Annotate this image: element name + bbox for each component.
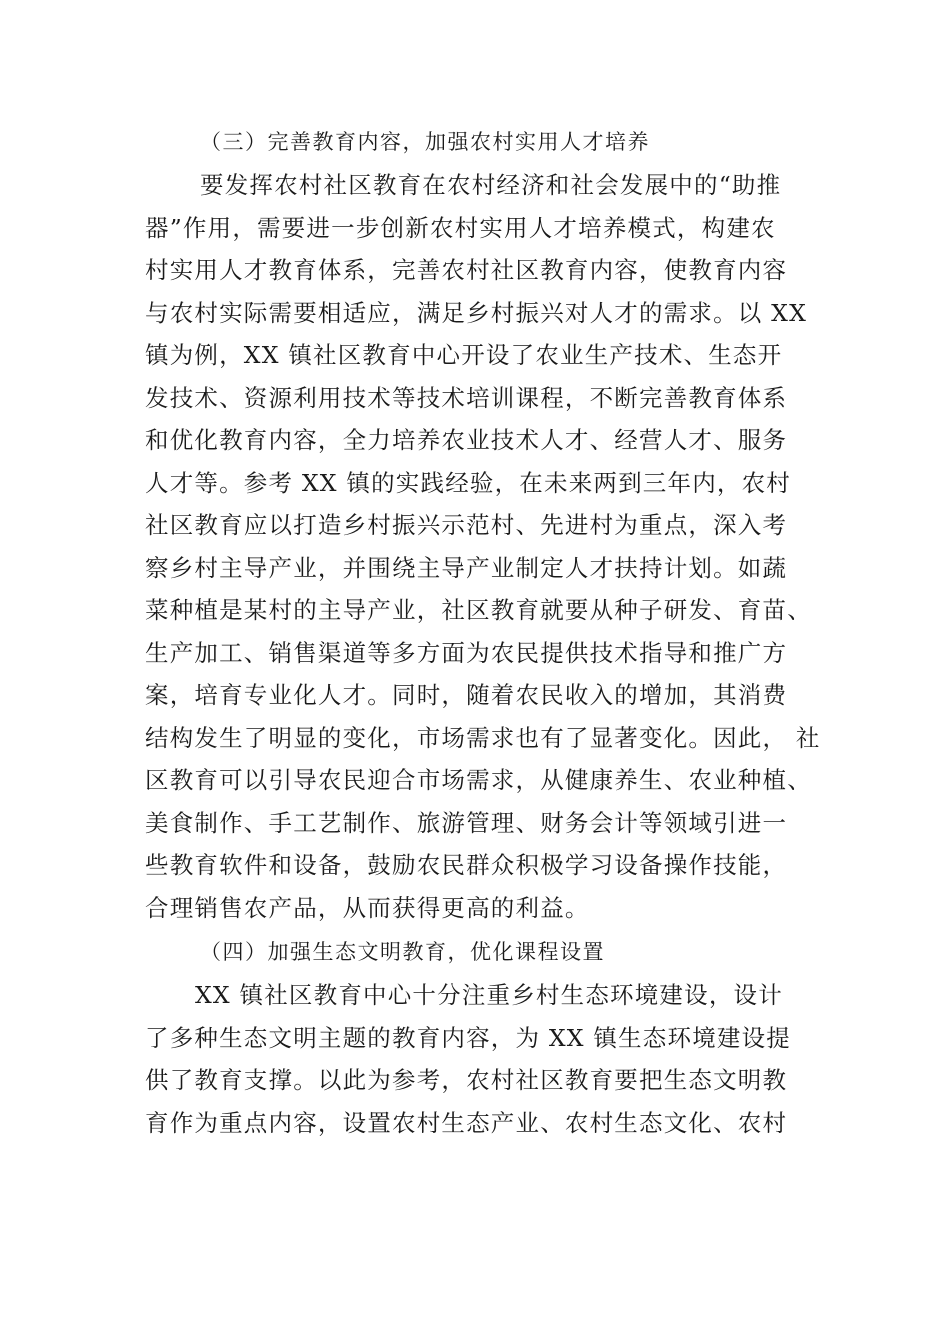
- paragraph-line: 结构发生了明显的变化，市场需求也有了显著变化。因此， 社: [145, 724, 821, 752]
- paragraph-line: 村实用人才教育体系，完善农村社区教育内容，使教育内容: [145, 256, 788, 284]
- paragraph-line: 器”作用，需要进一步创新农村实用人才培养模式，构建农: [145, 214, 776, 242]
- paragraph-line: 案，培育专业化人才。同时，随着农民收入的增加，其消费: [145, 681, 788, 709]
- paragraph-line: 美食制作、手工艺制作、旅游管理、财务会计等领域引进一: [145, 809, 788, 837]
- paragraph-line: 育作为重点内容，设置农村生态产业、农村生态文化、农村: [145, 1109, 788, 1137]
- paragraph-line: 合理销售农产品，从而获得更高的利益。: [145, 894, 590, 922]
- paragraph-line: 些教育软件和设备，鼓励农民群众积极学习设备操作技能，: [145, 851, 788, 879]
- section-4-heading: （四）加强生态文明教育，优化课程设置: [200, 940, 605, 964]
- paragraph-line: 区教育可以引导农民迎合市场需求，从健康养生、农业种植、: [145, 766, 812, 794]
- paragraph-line: 了多种生态文明主题的教育内容，为 XX 镇生态环境建设提: [145, 1024, 791, 1052]
- paragraph-line: 社区教育应以打造乡村振兴示范村、先进村为重点，深入考: [145, 511, 788, 539]
- paragraph-line: 菜种植是某村的主导产业，社区教育就要从种子研发、育苗、: [145, 596, 812, 624]
- paragraph-line: XX 镇社区教育中心十分注重乡村生态环境建设，设计: [195, 981, 783, 1009]
- paragraph-line: 镇为例，XX 镇社区教育中心开设了农业生产技术、生态开: [145, 341, 783, 369]
- paragraph-line: 人才等。参考 XX 镇的实践经验，在未来两到三年内，农村: [145, 469, 791, 497]
- paragraph-line: 生产加工、销售渠道等多方面为农民提供技术指导和推广方: [145, 639, 788, 667]
- section-3-heading: （三）完善教育内容，加强农村实用人才培养: [200, 130, 650, 154]
- paragraph-line: 发技术、资源利用技术等技术培训课程，不断完善教育体系: [145, 384, 788, 412]
- paragraph-line: 要发挥农村社区教育在农村经济和社会发展中的“助推: [200, 171, 782, 199]
- paragraph-line: 察乡村主导产业，并围绕主导产业制定人才扶持计划。如蔬: [145, 554, 788, 582]
- paragraph-line: 和优化教育内容，全力培养农业技术人才、经营人才、服务: [145, 426, 788, 454]
- paragraph-line: 与农村实际需要相适应，满足乡村振兴对人才的需求。以 XX: [145, 299, 808, 327]
- paragraph-line: 供了教育支撑。以此为参考，农村社区教育要把生态文明教: [145, 1066, 788, 1094]
